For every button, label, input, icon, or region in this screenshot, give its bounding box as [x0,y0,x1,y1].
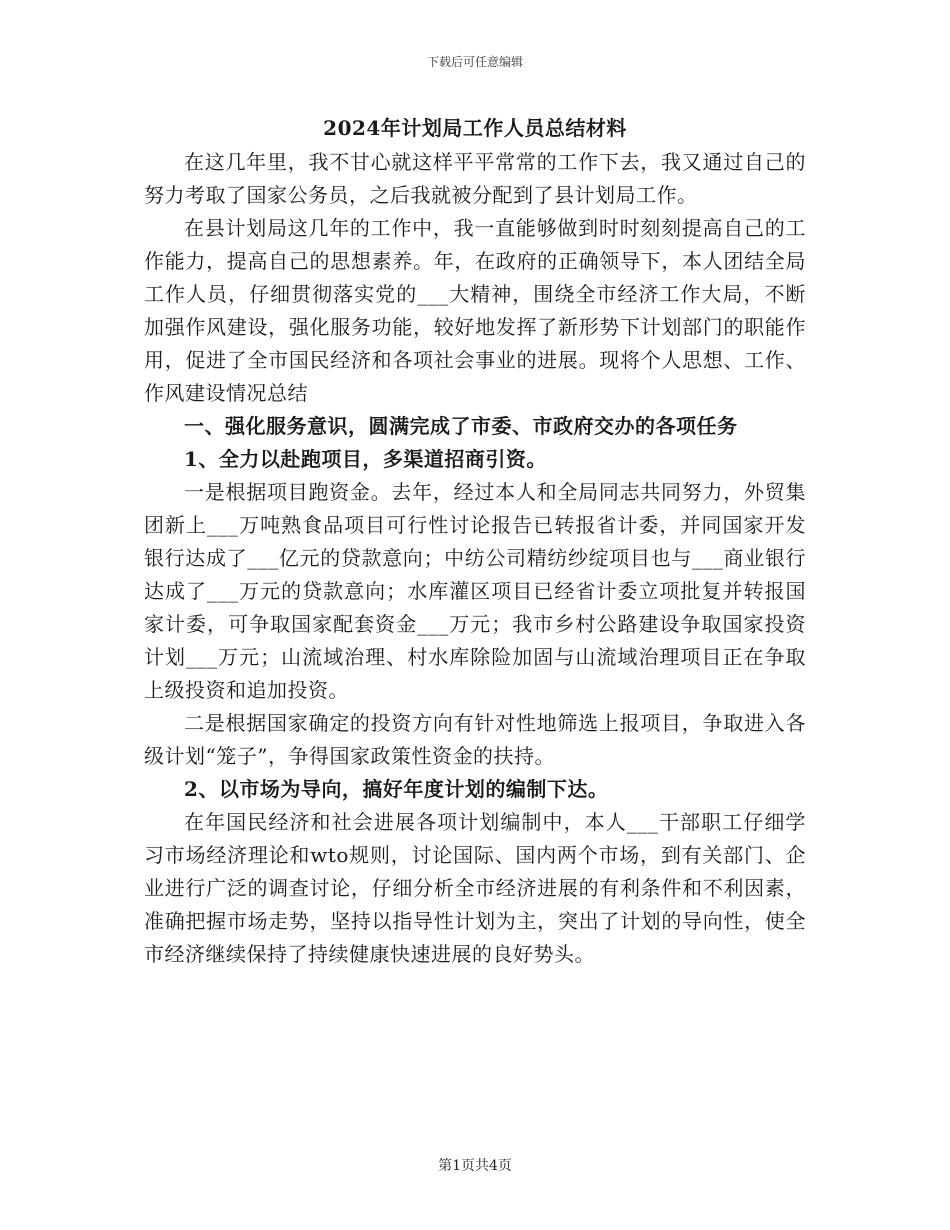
paragraph-work-summary: 在县计划局这几年的工作中，我一直能够做到时时刻刻提高自己的工作能力，提高自己的思想素养。年，在政府的正确领导下，本人团结全局工作人员，仔细贯彻落实党的___大精神，围绕全市经济工作大局，不断加强作风建设，强化服务功能，较好地发挥了新形势下计划部门的职能作用，促进了全市国民经济和各项社会事业的进展。现将个人思想、工作、作风建设情况总结 [144,216,806,405]
document-title: 2024年计划局工作人员总结材料 [323,116,627,140]
subsection-heading-1: 1、全力以赴跑项目，多渠道招商引资。 [184,447,547,471]
page-footer: 第1页共4页 [438,1158,512,1174]
subsection-heading-2: 2、以市场为导向，搞好年度计划的编制下达。 [184,777,609,801]
paragraph-annual-plan: 在年国民经济和社会进展各项计划编制中，本人___干部职工仔细学习市场经济理论和wto规则，讨论国际、国内两个市场，到有关部门、企业进行广泛的调查讨论，仔细分析全市经济进展的有利条件和不利因素，准确把握市场走势，坚持以指导性计划为主，突出了计划的导向性，使全市经济继续保持了持续健康快速进展的良好势头。 [144,810,806,966]
paragraph-project-selection: 二是根据国家确定的投资方向有针对性地筛选上报项目，争取进入各级计划“笼子”，争得国家政策性资金的扶持。 [144,711,806,768]
document-body [144,146,806,971]
header-note: 下载后可任意编辑 [426,55,523,69]
paragraph-project-funding: 一是根据项目跑资金。去年，经过本人和全局同志共同努力，外贸集团新上___万吨熟食品项目可行性讨论报告已转报省计委，并同国家开发银行达成了___亿元的贷款意向；中纺公司精纺纱绽项目也与___商业银行达成了___万元的贷款意向；水库灌区项目已经省计委立项批复并转报国家计委，可争取国家配套资金___万元；我市乡村公路建设争取国家投资计划___万元；山流域治理、村水库除险加固与山流域治理项目正在争取上级投资和追加投资。 [144,480,806,702]
section-heading-1: 一、强化服务意识，圆满完成了市委、市政府交办的各项任务 [184,414,738,438]
paragraph-intro: 在这几年里，我不甘心就这样平平常常的工作下去，我又通过自己的努力考取了国家公务员，之后我就被分配到了县计划局工作。 [144,150,806,207]
